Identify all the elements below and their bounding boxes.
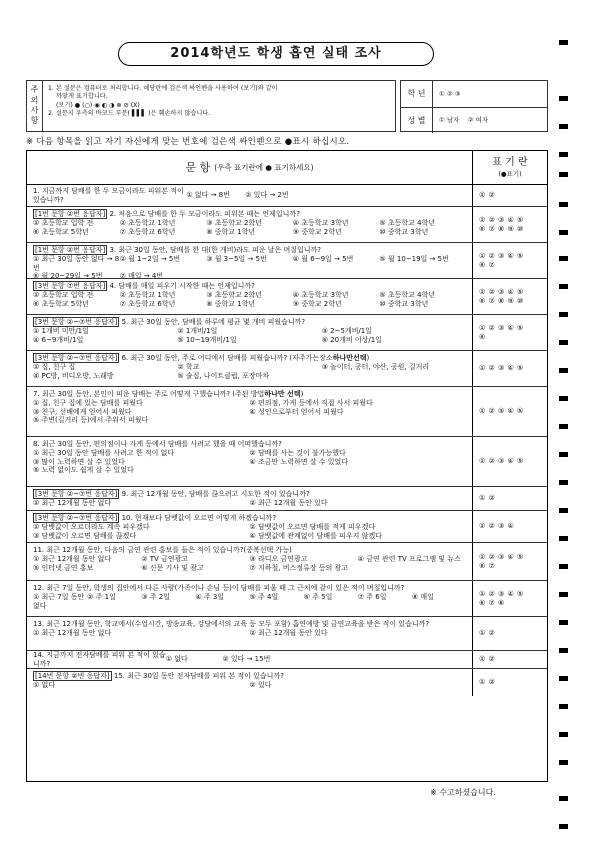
question-row (27, 437, 547, 487)
answer-bubble-set[interactable]: ① ② (479, 191, 496, 200)
timing-mark (559, 704, 568, 709)
question-text (33, 246, 466, 255)
option-list (33, 629, 466, 638)
timing-mark (559, 508, 568, 513)
question-label: 7. 최근 30일 동안, 본인이 피운 담배는 주로 어떻게 구했습니까? (주된 방법 (33, 390, 265, 398)
question-row (27, 669, 547, 696)
instruction-text: ※ 다음 항목을 읽고 자기 자신에게 맞는 번호에 검은색 싸인펜으로 ●표시 하십시오. (26, 137, 350, 147)
question-text (33, 651, 166, 669)
answer-bubbles (473, 543, 547, 580)
timing-mark (559, 312, 568, 317)
question-row (27, 487, 547, 511)
answer-bubble-set[interactable]: ① ② ③ ④ ⑤ (479, 323, 524, 332)
notice-line: 까맣게 표기합니다. (56, 93, 108, 101)
question-cell (27, 581, 473, 616)
question-text (33, 354, 466, 363)
question-row (27, 279, 547, 315)
question-cell (27, 617, 473, 650)
respondent-tag: [3번 문항 ②~⑦번 응답자] (35, 514, 118, 522)
answer-bubbles (473, 581, 547, 616)
answer-option: ④ 주 3일 (195, 592, 225, 601)
gender-option-female[interactable]: ② 여자 (467, 116, 489, 125)
answer-option: ② 있다 → 15번 (222, 655, 271, 664)
answer-bubble-set[interactable]: ⑥ ⑦ ⑧ (479, 598, 505, 607)
answer-bubbles (473, 487, 547, 510)
answer-option: ④ 금연 관련 TV 프로그램 및 뉴스 (357, 554, 461, 563)
answer-option: ④ 6~9개비/1일 (33, 335, 84, 344)
question-label: 12. 최근 7일 동안, 학생의 집안에서 다른 사람(가족이나 손님 등)이 담배를 피울 때 그 근처에 같이 있은 적이 며칠입니까? (33, 584, 405, 592)
timing-mark (559, 648, 568, 653)
option-list (33, 449, 466, 475)
question-text (33, 282, 466, 291)
option-list (186, 191, 304, 200)
answer-bubbles (473, 437, 547, 486)
answer-option: ⑥ 월 20~29일 → 5번 (33, 272, 103, 281)
option-list (33, 523, 466, 541)
question-text (33, 584, 466, 593)
answer-option: ① 최근 7일 동안 없다 (33, 592, 85, 610)
option-list (33, 291, 466, 309)
answer-option: ① 집, 친구 집 (33, 362, 76, 371)
question-row (27, 651, 547, 669)
timing-mark (559, 592, 568, 597)
answer-option: ② 월 1~2일 → 5번 (119, 254, 181, 263)
question-row (27, 207, 547, 243)
timing-mark (559, 172, 568, 177)
question-text (33, 620, 466, 629)
notice-label-char: 항 (30, 116, 39, 126)
timing-mark (559, 480, 568, 485)
gender-options (433, 116, 488, 124)
answer-option: ⑧ 매일 (411, 592, 434, 601)
timing-mark (559, 124, 568, 129)
answer-bubbles (473, 617, 547, 650)
answer-option: ⑦ 주 6일 (357, 592, 387, 601)
answer-bubble-set[interactable]: ① ② ③ ④ (479, 522, 515, 531)
answer-bubbles (473, 207, 547, 242)
question-label: 13. 최근 12개월 동안, 학교에서(수업시간, 방송교육, 강당에서의 교육 등 모두 포함) 흡연예방 및 금연교육을 받은 적이 있습니까? (33, 620, 430, 628)
timing-mark (559, 824, 568, 829)
answer-option: ② 담뱃값이 오르면 담배를 적게 피우겠다 (249, 522, 376, 531)
option-list (33, 555, 466, 573)
question-label: 9. 최근 12개월 동안, 담배를 끊으려고 시도한 적이 있습니까? (121, 490, 310, 498)
question-label: 15. 최근 30일 동안 전자담배를 피워 본 적이 있습니까? (113, 672, 284, 680)
answer-bubbles (473, 387, 547, 436)
answer-option: ⑤ 월 10~19일 → 5번 (379, 254, 449, 263)
timing-mark (559, 620, 568, 625)
answer-bubble-set[interactable]: ⑥ (479, 332, 486, 341)
answer-bubble-set[interactable]: ⑥ ⑦ (479, 260, 496, 269)
answer-option: ② 1개비/1일 (177, 326, 218, 335)
answer-option: ③ 월 3~5일 → 5번 (206, 254, 267, 263)
answer-bubble-set[interactable]: ① ② ③ ④ ⑤ (479, 251, 524, 260)
answer-option: ③ 담뱃값이 오르면 담배를 끊겠다 (33, 531, 137, 540)
question-emphasis: 하나만 선택 (264, 390, 301, 398)
option-list (33, 399, 466, 425)
timing-mark (559, 760, 568, 765)
gender-option-male[interactable]: ① 남자 (439, 116, 460, 125)
option-list (33, 327, 466, 345)
question-cell (27, 437, 473, 486)
answer-option: ⑤ 주변(길거리 등)에서 주워서 피웠다 (33, 416, 149, 425)
answer-option: ④ PC방, 비디오방, 노래방 (33, 371, 114, 380)
respondent-tag: [14번 문항 ②번 응답자] (35, 672, 110, 680)
answer-option: ③ 친구, 선배에게 얻어서 피웠다 (33, 407, 132, 416)
answer-option: ① 없다 (33, 680, 56, 689)
answer-bubble-set[interactable]: ① ② (479, 629, 496, 638)
answer-option: ⑤ 인터넷 금연 홍보 (33, 563, 94, 572)
question-cell (27, 351, 473, 386)
answer-bubble-set[interactable]: ⑥ ⑦ ⑧ ⑨ ⑩ (479, 224, 524, 233)
timing-mark (559, 40, 568, 45)
grade-label: 학 년 (401, 81, 433, 107)
answer-option: ② TV 금연광고 (141, 554, 189, 563)
timing-mark (559, 152, 568, 157)
answer-option: ⑤ 노력 없이도 쉽게 살 수 있었다 (33, 466, 134, 475)
answer-option: ② 있다 → 2번 (245, 191, 289, 200)
answer-option: ② 최근 12개월 동안 있다 (249, 628, 328, 637)
student-info-box (400, 80, 548, 132)
notice-label-char: 사 (30, 106, 39, 115)
question-text (33, 514, 466, 523)
question-text (33, 187, 186, 205)
respondent-tag: [3번 문항 ②~⑦번 응답자] (35, 354, 118, 362)
answer-option: ① 최근 12개월 동안 없다 (33, 628, 112, 637)
answer-header-label: 표 기 란 (492, 157, 528, 169)
question-text (33, 210, 466, 219)
answer-option: ⑩ 중학교 3학년 (379, 227, 429, 236)
timing-mark (559, 452, 568, 457)
question-row (27, 543, 547, 581)
question-header-label: 문 항 (185, 160, 211, 174)
answer-option: ⑦ 초등학교 6학년 (119, 299, 176, 308)
question-label: 6. 최근 30일 동안, 주로 어디에서 담배를 피웠습니까? (자주가는장소 (121, 354, 333, 362)
question-cell (27, 185, 473, 206)
answer-option: ④ 초등학교 3학년 (292, 218, 349, 227)
timing-mark (559, 564, 568, 569)
respondent-tag: [1번 문항 ②번 응답자] (35, 246, 106, 254)
question-row (27, 351, 547, 387)
answer-bubbles (473, 315, 547, 350)
answer-option: ③ 2~5개비/1일 (321, 326, 373, 335)
question-cell (27, 315, 473, 350)
notice-label (27, 81, 43, 131)
question-row (27, 581, 547, 617)
answer-bubble-set[interactable]: ① ② ③ ④ ⑤ (479, 407, 524, 416)
question-cell (27, 651, 473, 668)
answer-option: ③ 초등학교 2학년 (206, 218, 262, 227)
answer-option: ② 담배를 사는 것이 불가능했다 (249, 448, 346, 457)
question-cell (27, 543, 473, 580)
survey-table (26, 150, 548, 782)
answer-option: ⑧ 중학교 1학년 (206, 299, 256, 308)
gender-row (401, 107, 547, 133)
question-header-note: (우측 표기란에 ● 표기하세요) (214, 162, 314, 172)
option-list (33, 255, 466, 281)
question-row (27, 243, 547, 279)
question-label: 11. 최근 12개월 동안, 다음의 금연 관련 홍보를 들은 적이 있습니까?(중복선택 가능) (33, 546, 292, 554)
option-list (33, 363, 466, 381)
option-list (33, 593, 466, 611)
question-inline (33, 651, 279, 669)
answer-option: ⑦ 지하철, 버스정류장 등의 광고 (249, 563, 349, 572)
notice-box (26, 80, 396, 132)
question-header (27, 151, 473, 184)
question-label: 5. 최근 30일 동안, 담배를 하루에 평균 몇 개비 피웠습니까? (121, 318, 306, 326)
question-text (33, 318, 466, 327)
answer-option: ④ 초등학교 3학년 (292, 290, 349, 299)
timing-mark (559, 796, 568, 801)
answer-option: ① 없다 (165, 655, 188, 664)
question-row (27, 387, 547, 437)
respondent-tag: [3번 문항 ②~⑦번 응답자] (35, 318, 118, 326)
timing-mark (559, 536, 568, 541)
answer-option: ① 초등학교 입학 전 (33, 290, 94, 299)
timing-mark (559, 284, 568, 289)
question-cell (27, 669, 473, 696)
answer-option: ⑤ 초등학교 4학년 (379, 290, 436, 299)
answer-option: ① 1개비 미만/1일 (33, 326, 89, 335)
answer-option: ⑧ 중학교 1학년 (206, 227, 256, 236)
answer-header-note: (●표기) (498, 169, 522, 178)
timing-mark (559, 230, 568, 235)
answer-header (473, 151, 547, 184)
answer-bubble-set[interactable]: ① ② ③ ④ ⑤ (479, 215, 524, 224)
answer-option: ② 최근 12개월 동안 있다 (249, 498, 328, 507)
question-label: 4. 담배를 매일 피우기 시작한 때는 언제입니까? (109, 282, 255, 290)
gender-label: 성 별 (401, 108, 433, 133)
notice-line: 1. 본 설문은 컴퓨터로 처리합니다. 해당란에 검은색 싸인펜을 사용하여 (보기)와 같이 (48, 85, 278, 92)
notice-body (43, 81, 283, 131)
survey-title (118, 42, 434, 66)
question-label: 8. 최근 30일 동안, 편의점이나 가게 등에서 담배를 사려고 했을 때 어떠했습니까? (33, 440, 282, 448)
question-row (27, 185, 547, 207)
answer-bubble-set[interactable]: ⑥ ⑦ (479, 561, 496, 570)
answer-bubbles (473, 651, 547, 668)
answer-option: ⑥ 초등학교 5학년 (33, 227, 89, 236)
answer-option: ① 없다 → 8번 (186, 191, 230, 200)
answer-option: ⑥ 20개비 이상/1일 (321, 335, 382, 344)
timing-mark (559, 396, 568, 401)
answer-option: ④ 담뱃값에 관계없이 담배를 피우지 않겠다 (249, 531, 382, 540)
question-text (33, 440, 466, 449)
question-label: 1. 지금까지 담배를 한 두 모금이라도 피워본 적이 있습니까? (33, 186, 184, 204)
question-label: 2. 처음으로 담배를 한 두 모금이라도 피워본 때는 언제입니까? (109, 210, 300, 218)
answer-option: ③ 초등학교 2학년 (206, 290, 262, 299)
question-row (27, 315, 547, 351)
answer-bubble-set[interactable]: ① ② ③ ④ ⑤ (479, 457, 524, 466)
answer-option: ① 집, 친구 집에 있는 담배를 피웠다 (33, 398, 143, 407)
notice-label-char: 의 (30, 95, 39, 105)
answer-option: ③ 주 2일 (141, 592, 170, 601)
answer-bubble-set[interactable]: ① ② ③ ④ ⑤ (479, 364, 524, 373)
timing-mark (559, 256, 568, 261)
answer-option: ① 최근 12개월 동안 없다 (33, 554, 112, 563)
timing-mark (559, 202, 568, 207)
question-cell (27, 511, 473, 542)
question-cell (27, 243, 473, 281)
answer-option: ⑨ 중학교 2학년 (292, 299, 342, 308)
thanks-text: ※ 수고하셨습니다. (430, 788, 496, 797)
question-inline (33, 187, 304, 205)
answer-option: ⑦ 초등학교 6학년 (119, 227, 176, 236)
option-list (166, 655, 279, 664)
answer-option: ④ 조금만 노력하면 살 수 있었다 (249, 457, 349, 466)
answer-option: ⑩ 중학교 3학년 (379, 299, 429, 308)
question-label-end: ) (366, 354, 370, 362)
answer-option: ① 최근 30일 동안 없다 → 8번 (33, 254, 120, 272)
question-cell (27, 207, 473, 242)
answer-option: ① 최근 12개월 동안 없다 (33, 498, 112, 507)
answer-option: ② 주 1일 (87, 592, 116, 601)
answer-option: ② 편의점, 가게 등에서 직접 사서 피웠다 (249, 398, 373, 407)
answer-option: ① 초등학교 입학 전 (33, 218, 94, 227)
question-label: 3. 최근 30일 동안, 담배를 한 대(한 개비)라도 피운 날은 며칠입니까? (109, 246, 321, 254)
timing-mark (559, 340, 568, 345)
question-text (33, 672, 466, 681)
question-emphasis: 하나만선택 (332, 354, 367, 362)
question-cell (27, 487, 473, 510)
answer-option: ② 학교 (177, 362, 200, 371)
answer-option: ⑨ 중학교 2학년 (292, 227, 342, 236)
answer-bubble-set[interactable]: ① ② ③ ④ ⑤ (479, 287, 524, 296)
grade-row (401, 81, 547, 107)
answer-option: ⑤ 초등학교 4학년 (379, 218, 436, 227)
answer-option: ② 있다 (249, 680, 272, 689)
option-list (33, 681, 466, 690)
notice-line: 2. 설문지 우측의 바코드 부분( ▌▌▌ )은 훼손하지 않습니다. (48, 110, 211, 118)
question-cell (27, 279, 473, 314)
answer-option: ⑤ 10~19개비/1일 (177, 335, 237, 344)
question-label: 10. 현재보다 담뱃값이 오르면 어떻게 하겠습니까? (121, 514, 277, 522)
question-label-end: ) (300, 390, 304, 398)
timing-mark (559, 96, 568, 101)
answer-option: ② 초등학교 1학년 (119, 290, 176, 299)
question-text (33, 390, 466, 399)
respondent-tag: [3번 문항 ⑦번 응답자] (35, 282, 106, 290)
answer-option: ⑥ 주 5일 (303, 592, 333, 601)
timing-mark (559, 424, 568, 429)
answer-bubble-set[interactable]: ① ② (479, 655, 496, 664)
table-header (27, 151, 547, 185)
option-list (33, 499, 466, 508)
answer-option: ① 담뱃값이 오르더라도 계속 피우겠다 (33, 522, 150, 531)
answer-bubble-set[interactable]: ⑥ ⑦ ⑧ ⑨ ⑩ (479, 296, 524, 305)
question-cell (27, 387, 473, 436)
respondent-tag: [1번 문항 ②번 응답자] (35, 210, 106, 218)
notice-line: (보기) ● (○) ◉ ◐ ◑ ⊗ ⊘ (X) (56, 101, 140, 109)
answer-option: ⑥ 초등학교 5학년 (33, 299, 89, 308)
question-text (33, 546, 466, 555)
answer-bubbles (473, 351, 547, 386)
answer-bubbles (473, 185, 547, 206)
answer-bubble-set[interactable]: ① ② (479, 494, 496, 503)
answer-option: ③ 많이 노력하면 살 수 있었다 (33, 457, 125, 466)
respondent-tag: [3번 문항 ②~⑦번 응답자] (35, 490, 118, 498)
option-list (33, 219, 466, 237)
answer-option: ⑤ 술집, 나이트클럽, 포장마차 (177, 371, 270, 380)
question-row (27, 511, 547, 543)
answer-option: ③ 놀이터, 공터, 야산, 공원, 길거리 (321, 362, 430, 371)
timing-mark (559, 368, 568, 373)
answer-bubbles (473, 669, 547, 696)
answer-bubble-set[interactable]: ① ② ③ ④ ⑤ (479, 552, 524, 561)
timing-mark (559, 676, 568, 681)
answer-bubbles (473, 279, 547, 314)
timing-mark (559, 732, 568, 737)
question-label: 14. 지금까지 전자담배를 피워 본 적이 있습니까? (33, 650, 166, 668)
answer-option: ⑤ 주 4일 (249, 592, 279, 601)
title-text: 2014학년도 학생 흡연 실태 조사 (170, 45, 382, 61)
question-rows (27, 185, 547, 696)
answer-option: ⑥ 신문 기사 및 광고 (141, 563, 204, 572)
answer-option: ④ 월 6~9일 → 5번 (292, 254, 354, 263)
answer-option: ③ 라디오 금연광고 (249, 554, 308, 563)
grade-options[interactable]: ① ② ③ (439, 89, 461, 98)
answer-bubble-set[interactable]: ① ② ③ ④ ⑤ (479, 589, 524, 598)
answer-bubbles (473, 511, 547, 542)
answer-bubble-set[interactable]: ① ② (479, 678, 496, 687)
answer-option: ⑦ 매일 → 4번 (119, 272, 164, 281)
question-row (27, 617, 547, 651)
question-text (33, 490, 466, 499)
answer-bubbles (473, 243, 547, 278)
notice-label-char: 주 (30, 85, 39, 95)
answer-option: ② 초등학교 1학년 (119, 218, 176, 227)
answer-option: ④ 성인으로부터 얻어서 피웠다 (249, 407, 344, 416)
answer-option: ① 최근 30일 동안 담배를 사려고 한 적이 없다 (33, 448, 175, 457)
